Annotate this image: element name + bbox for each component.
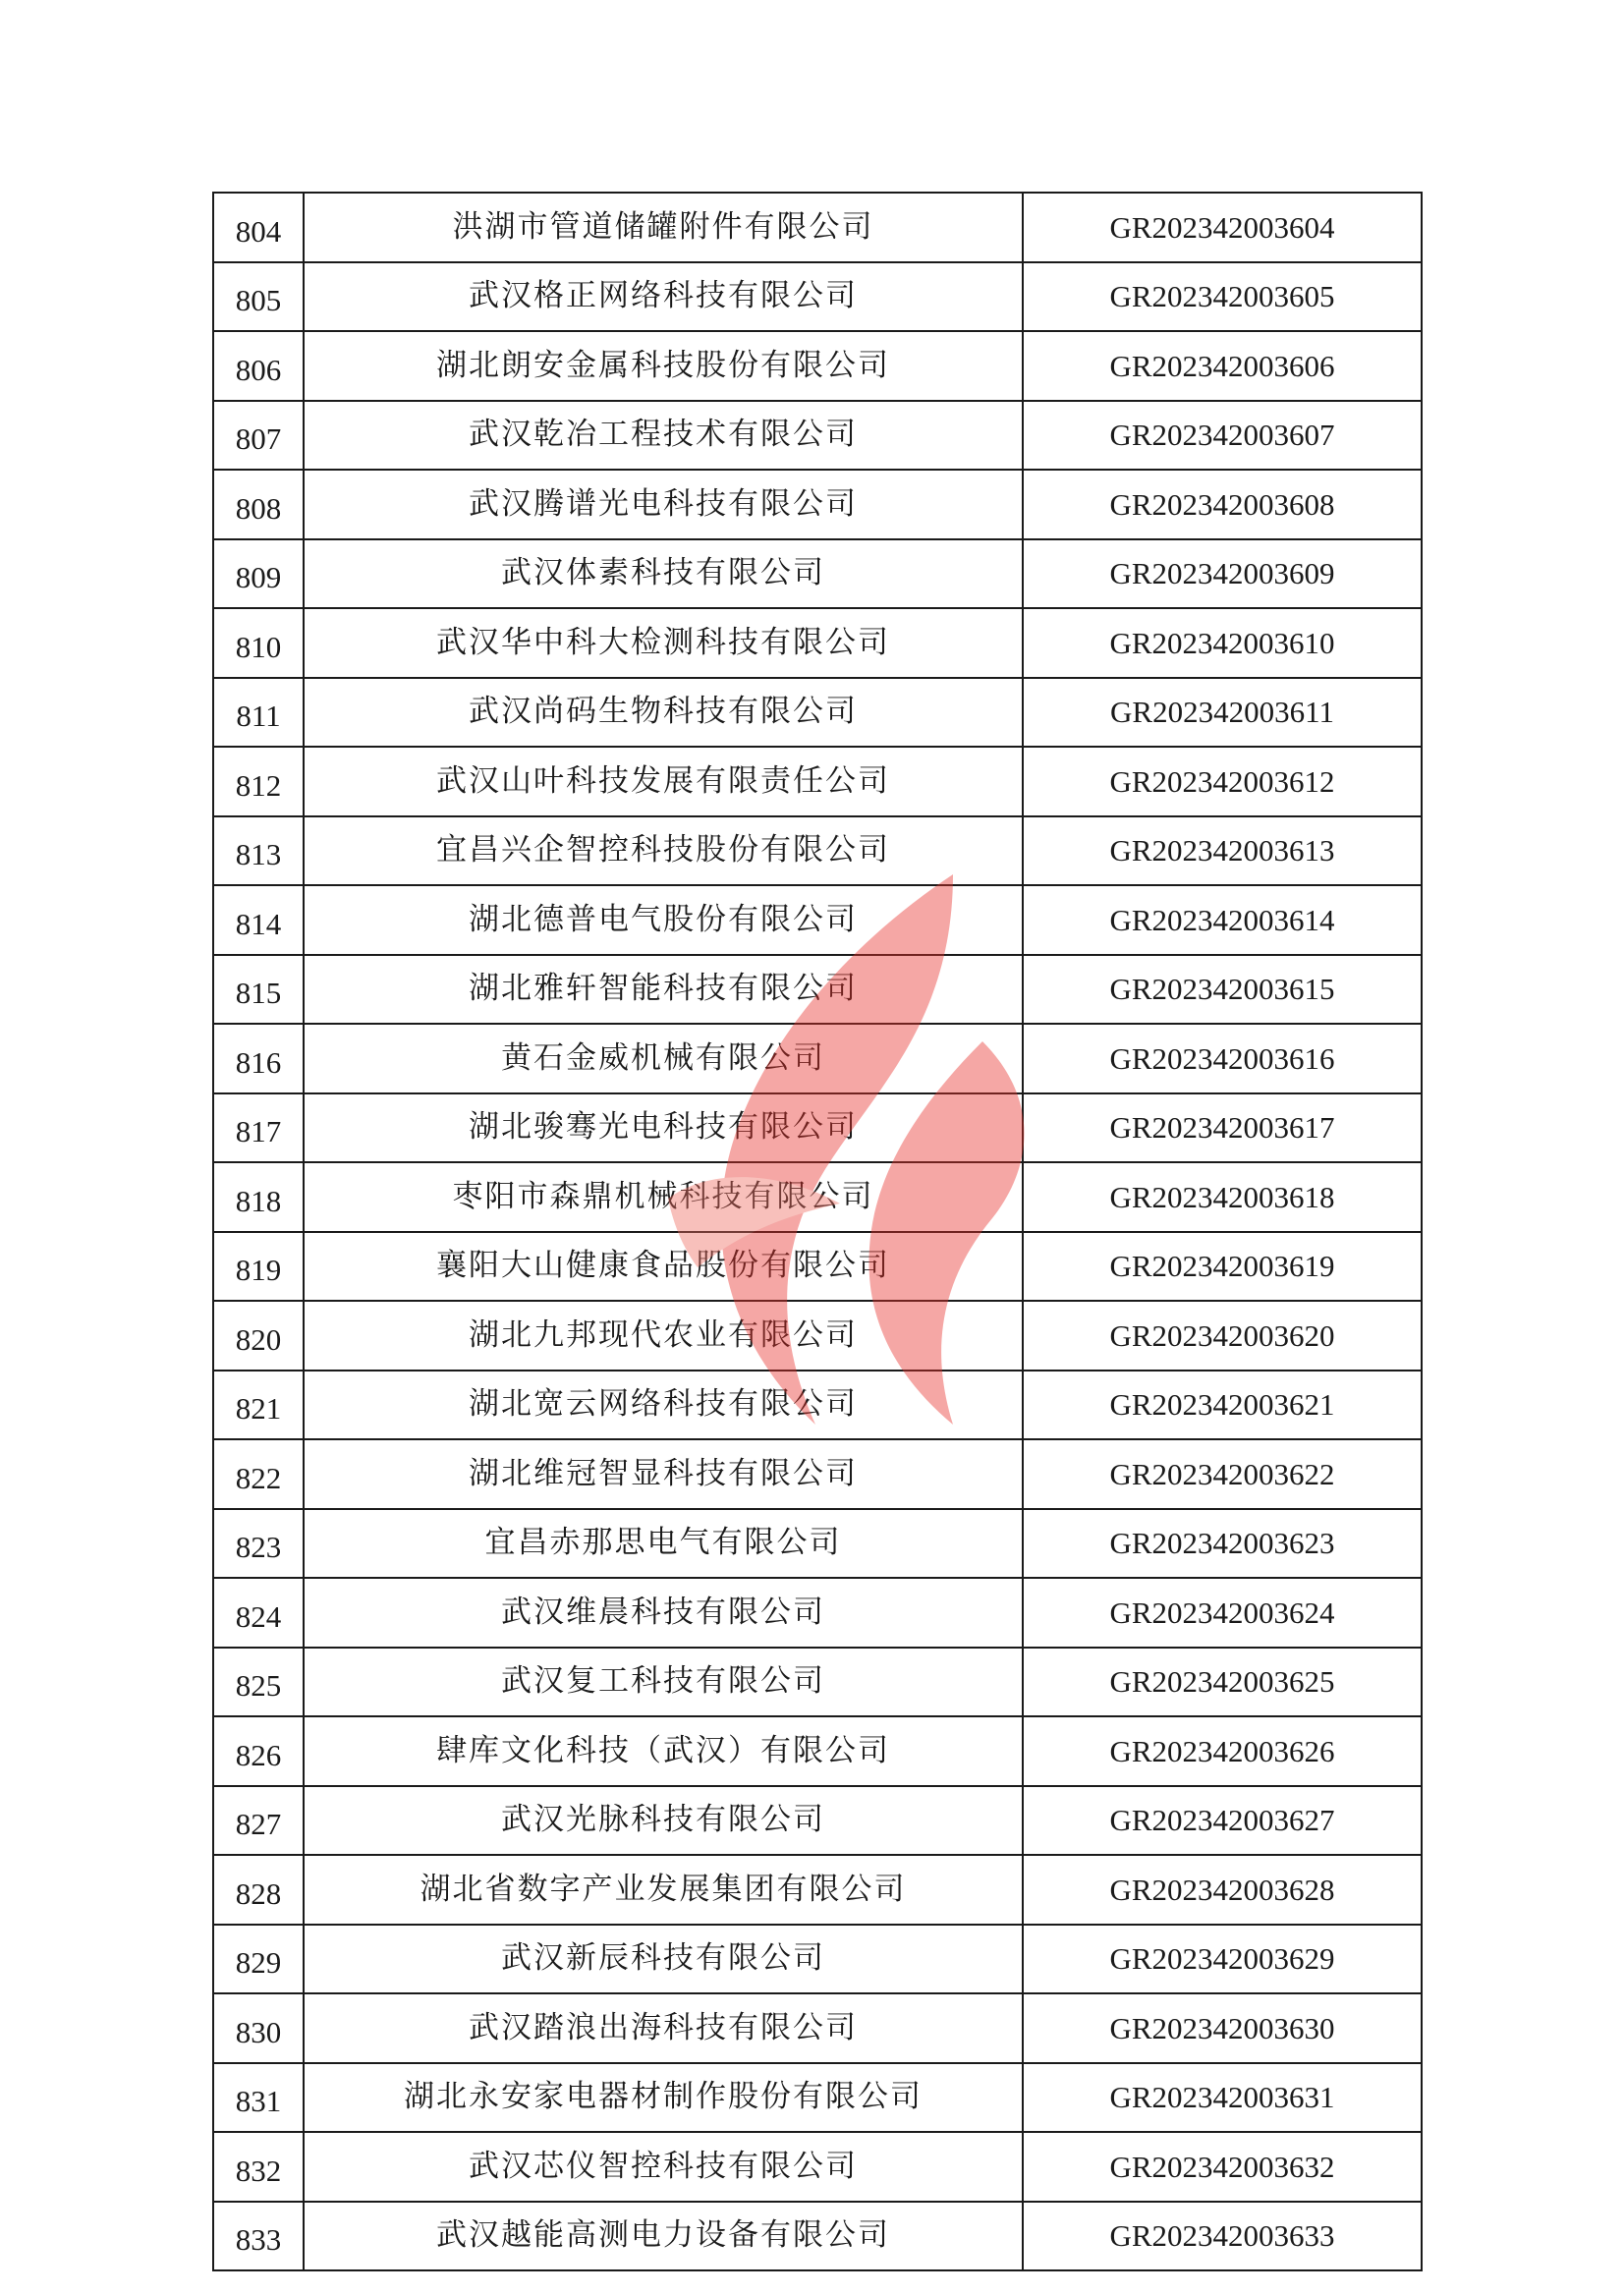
row-number: 805	[213, 262, 304, 332]
table-row	[213, 2132, 1422, 2202]
row-number: 828	[213, 1855, 304, 1925]
company-name: 武汉越能高测电力设备有限公司	[304, 2202, 1023, 2271]
company-name: 枣阳市森鼎机械科技有限公司	[304, 1162, 1023, 1232]
table-row	[213, 678, 1422, 748]
table-row	[213, 1509, 1422, 1579]
certificate-code: GR202342003632	[1023, 2132, 1422, 2202]
row-number: 815	[213, 955, 304, 1025]
certificate-code: GR202342003606	[1023, 331, 1422, 401]
row-number: 833	[213, 2202, 304, 2271]
certificate-code: GR202342003625	[1023, 1648, 1422, 1717]
row-number: 817	[213, 1093, 304, 1163]
company-name: 宜昌兴企智控科技股份有限公司	[304, 816, 1023, 886]
company-name: 湖北九邦现代农业有限公司	[304, 1301, 1023, 1371]
certificate-code: GR202342003621	[1023, 1371, 1422, 1440]
certificate-code: GR202342003630	[1023, 1993, 1422, 2063]
certificate-code: GR202342003604	[1023, 193, 1422, 262]
certificate-code: GR202342003611	[1023, 678, 1422, 748]
certificate-code: GR202342003629	[1023, 1925, 1422, 1994]
company-name: 湖北雅轩智能科技有限公司	[304, 955, 1023, 1025]
certificate-code: GR202342003612	[1023, 747, 1422, 816]
table-row	[213, 1648, 1422, 1717]
certificate-code: GR202342003626	[1023, 1716, 1422, 1786]
table-row	[213, 1578, 1422, 1648]
company-name: 武汉踏浪出海科技有限公司	[304, 1993, 1023, 2063]
company-name: 武汉体素科技有限公司	[304, 539, 1023, 609]
company-name: 武汉复工科技有限公司	[304, 1648, 1023, 1717]
certificate-code: GR202342003605	[1023, 262, 1422, 332]
row-number: 807	[213, 401, 304, 471]
row-number: 811	[213, 678, 304, 748]
table-row	[213, 2063, 1422, 2133]
row-number: 804	[213, 193, 304, 262]
row-number: 816	[213, 1024, 304, 1093]
table-row	[213, 2202, 1422, 2271]
certificate-code: GR202342003619	[1023, 1232, 1422, 1302]
table-row	[213, 816, 1422, 886]
certificate-code: GR202342003607	[1023, 401, 1422, 471]
row-number: 827	[213, 1786, 304, 1856]
certificate-code: GR202342003623	[1023, 1509, 1422, 1579]
company-name: 武汉山叶科技发展有限责任公司	[304, 747, 1023, 816]
table-row	[213, 193, 1422, 262]
table-row	[213, 608, 1422, 678]
table-row	[213, 1855, 1422, 1925]
row-number: 819	[213, 1232, 304, 1302]
certificate-code: GR202342003609	[1023, 539, 1422, 609]
certificate-code: GR202342003616	[1023, 1024, 1422, 1093]
row-number: 824	[213, 1578, 304, 1648]
company-name: 湖北朗安金属科技股份有限公司	[304, 331, 1023, 401]
certificate-code: GR202342003615	[1023, 955, 1422, 1025]
certificate-code: GR202342003622	[1023, 1439, 1422, 1509]
company-name: 肆库文化科技（武汉）有限公司	[304, 1716, 1023, 1786]
company-name: 湖北德普电气股份有限公司	[304, 885, 1023, 955]
table-row	[213, 331, 1422, 401]
table-row	[213, 1232, 1422, 1302]
certificate-code: GR202342003633	[1023, 2202, 1422, 2271]
row-number: 813	[213, 816, 304, 886]
certificate-code: GR202342003628	[1023, 1855, 1422, 1925]
certificate-code: GR202342003631	[1023, 2063, 1422, 2133]
certificate-code: GR202342003618	[1023, 1162, 1422, 1232]
table-row	[213, 1024, 1422, 1093]
table-row	[213, 401, 1422, 471]
company-name: 武汉维晨科技有限公司	[304, 1578, 1023, 1648]
row-number: 826	[213, 1716, 304, 1786]
row-number: 829	[213, 1925, 304, 1994]
row-number: 820	[213, 1301, 304, 1371]
company-list-table	[212, 192, 1423, 2271]
row-number: 809	[213, 539, 304, 609]
table-row	[213, 1925, 1422, 1994]
company-name: 襄阳大山健康食品股份有限公司	[304, 1232, 1023, 1302]
company-name: 武汉光脉科技有限公司	[304, 1786, 1023, 1856]
row-number: 822	[213, 1439, 304, 1509]
company-name: 武汉芯仪智控科技有限公司	[304, 2132, 1023, 2202]
certificate-code: GR202342003610	[1023, 608, 1422, 678]
table-row	[213, 1993, 1422, 2063]
company-name: 武汉华中科大检测科技有限公司	[304, 608, 1023, 678]
company-name: 洪湖市管道储罐附件有限公司	[304, 193, 1023, 262]
company-name: 武汉新辰科技有限公司	[304, 1925, 1023, 1994]
table-row	[213, 885, 1422, 955]
table-row	[213, 1439, 1422, 1509]
row-number: 808	[213, 470, 304, 539]
company-name: 湖北省数字产业发展集团有限公司	[304, 1855, 1023, 1925]
table-row	[213, 1162, 1422, 1232]
company-name: 湖北维冠智显科技有限公司	[304, 1439, 1023, 1509]
table-row	[213, 1786, 1422, 1856]
company-name: 武汉乾冶工程技术有限公司	[304, 401, 1023, 471]
table-row	[213, 747, 1422, 816]
row-number: 831	[213, 2063, 304, 2133]
company-name: 武汉腾谱光电科技有限公司	[304, 470, 1023, 539]
row-number: 825	[213, 1648, 304, 1717]
company-name: 湖北宽云网络科技有限公司	[304, 1371, 1023, 1440]
table-row	[213, 1093, 1422, 1163]
certificate-code: GR202342003608	[1023, 470, 1422, 539]
row-number: 812	[213, 747, 304, 816]
company-name: 湖北骏骞光电科技有限公司	[304, 1093, 1023, 1163]
row-number: 823	[213, 1509, 304, 1579]
certificate-code: GR202342003617	[1023, 1093, 1422, 1163]
row-number: 830	[213, 1993, 304, 2063]
certificate-code: GR202342003614	[1023, 885, 1422, 955]
row-number: 821	[213, 1371, 304, 1440]
company-name: 湖北永安家电器材制作股份有限公司	[304, 2063, 1023, 2133]
row-number: 832	[213, 2132, 304, 2202]
table-row	[213, 1371, 1422, 1440]
row-number: 814	[213, 885, 304, 955]
table-body	[213, 193, 1422, 2270]
row-number: 818	[213, 1162, 304, 1232]
table-row	[213, 1301, 1422, 1371]
row-number: 810	[213, 608, 304, 678]
row-number: 806	[213, 331, 304, 401]
company-name: 黄石金威机械有限公司	[304, 1024, 1023, 1093]
certificate-code: GR202342003624	[1023, 1578, 1422, 1648]
company-name: 武汉尚码生物科技有限公司	[304, 678, 1023, 748]
certificate-code: GR202342003620	[1023, 1301, 1422, 1371]
certificate-code: GR202342003613	[1023, 816, 1422, 886]
company-name: 宜昌赤那思电气有限公司	[304, 1509, 1023, 1579]
table-row	[213, 470, 1422, 539]
table-row	[213, 1716, 1422, 1786]
table-row	[213, 262, 1422, 332]
company-name: 武汉格正网络科技有限公司	[304, 262, 1023, 332]
certificate-code: GR202342003627	[1023, 1786, 1422, 1856]
table-row	[213, 539, 1422, 609]
table-row	[213, 955, 1422, 1025]
